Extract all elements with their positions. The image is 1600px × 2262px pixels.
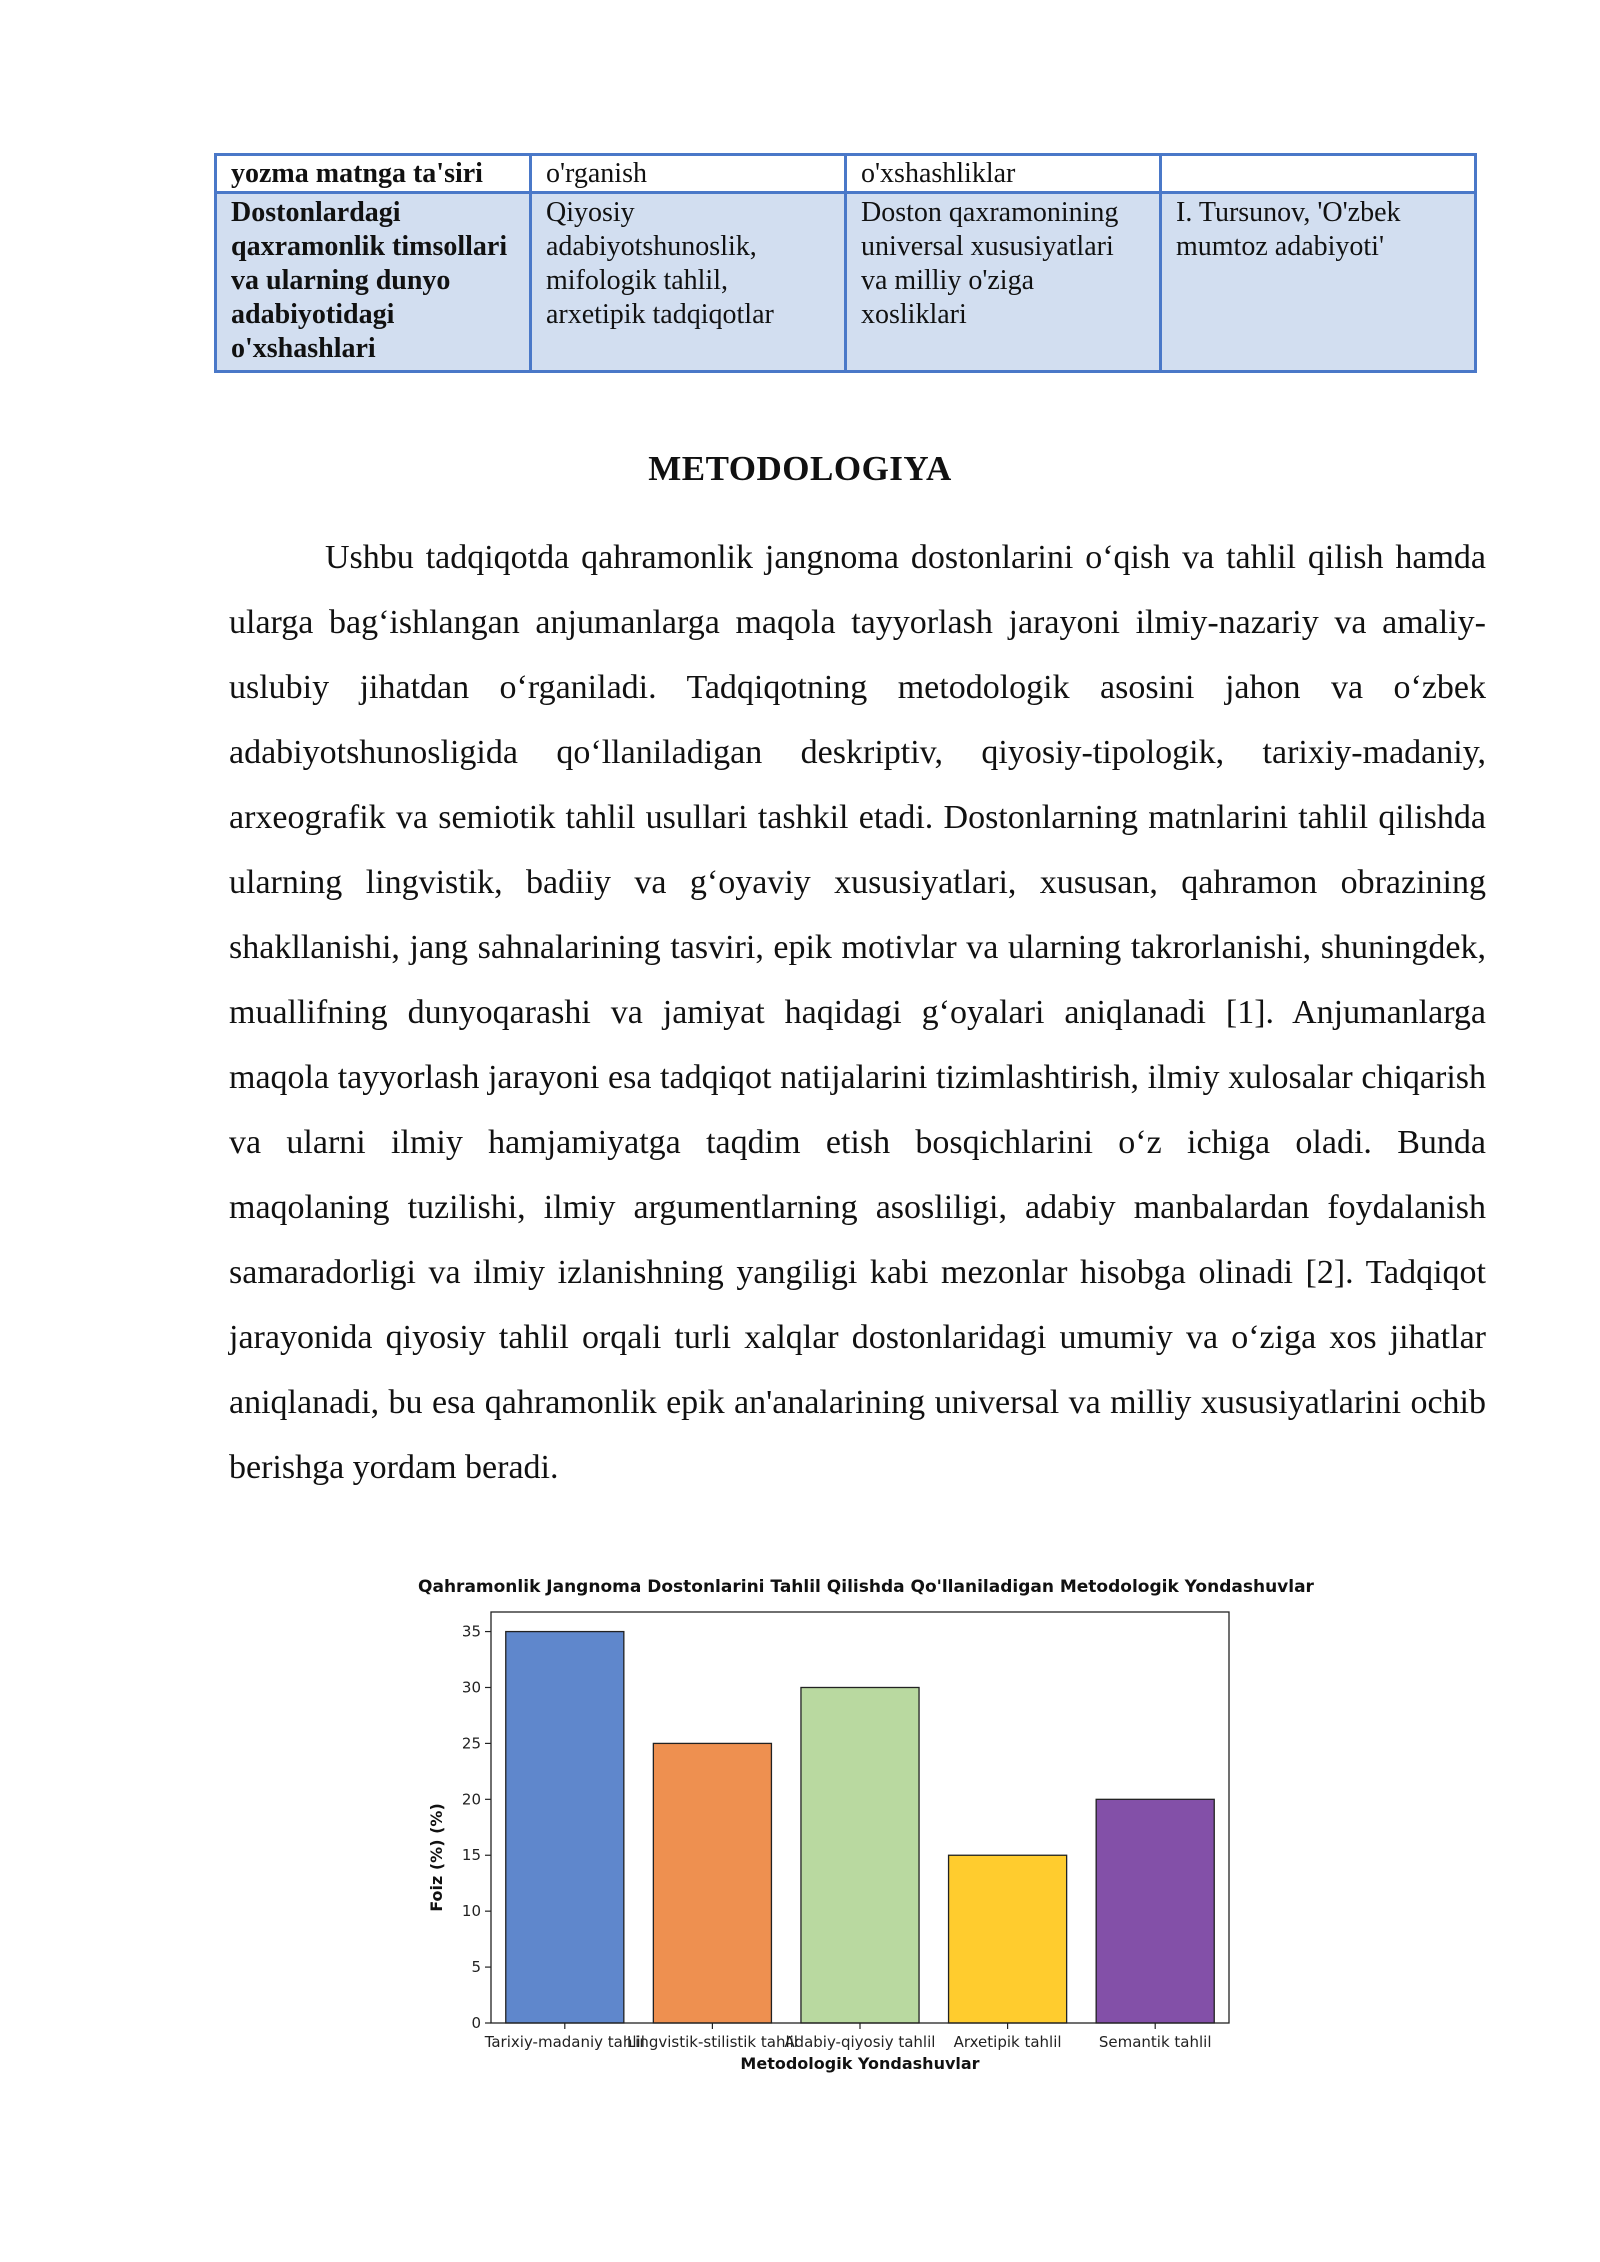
table-row — [216, 193, 1476, 372]
table-row — [216, 155, 1476, 193]
table-cell: yozma matnga ta'siri — [216, 155, 531, 193]
y-axis-label: Foiz (%) (%) — [427, 1803, 446, 1912]
table-cell: Dostonlardagi qaxramonlik timsollari va ularning dunyo adabiyotidagi o'xshashlari — [216, 193, 531, 372]
x-tick-label: Semantik tahlil — [1098, 2033, 1212, 2051]
y-tick-label: 25 — [461, 1734, 481, 1753]
x-axis-label: Metodologik Yondashuvlar — [740, 2054, 980, 2073]
y-tick-label: 20 — [461, 1790, 481, 1809]
bar — [506, 1632, 624, 2023]
body-paragraph: Ushbu tadqiqotda qahramonlik jangnoma dostonlarini o‘qish va tahlil qilish hamda ularga bag‘ishlangan anjumanlarga maqola tayyorlash jarayoni ilmiy-nazariy va amaliy-uslubiy jihatdan o‘rganiladi. Tadqiqotning metodologik asosini jahon va o‘zbek adabiyotshunosligida qo‘llaniladigan deskriptiv, qiyosiy-tipologik, tarixiy-madaniy, arxeografik va semiotik tahlil usullari tashkil etadi. Dostonlarning matnlarini tahlil qilishda ularning lingvistik, badiiy va g‘oyaviy xususiyatlari, xususan, qahramon obrazining shakllanishi, jang sahnalarining tasviri, epik motivlar va ularning takrorlanishi, shuningdek, muallifning dunyoqarashi va jamiyat haqidagi g‘oyalari aniqlanadi [1]. Anjumanlarga maqola tayyorlash jarayoni esa tadqiqot natijalarini tizimlashtirish, ilmiy xulosalar chiqarish va ularni ilmiy hamjamiyatga taqdim etish bosqichlarini o‘z ichiga oladi. Bunda maqolaning tuzilishi, ilmiy argumentlarning asosliligi, adabiy manbalardan foydalanish samaradorligi va ilmiy izlanishning yangiligi kabi mezonlar hisobga olinadi [2]. Tadqiqot jarayonida qiyosiy tahlil orqali turli xalqlar dostonlaridagi umumiy va o‘ziga xos jihatlar aniqlanadi, bu esa qahramonlik epik an'analarining universal va milliy xususiyatlarini ochib berishga yordam beradi. — [229, 539, 1486, 1486]
table-cell: I. Tursunov, 'O'zbek mumtoz adabiyoti' — [1161, 193, 1476, 372]
table-cell: o'rganish — [531, 155, 846, 193]
y-tick-label: 0 — [471, 2014, 481, 2032]
table-cell: Doston qaxramonining universal xususiyatlari va milliy o'ziga xosliklari — [846, 193, 1161, 372]
y-tick-label: 35 — [461, 1622, 481, 1641]
table-cell — [1161, 155, 1476, 193]
bar — [801, 1687, 919, 2023]
table-cell: Qiyosiy adabiyotshunoslik, mifologik tahlil, arxetipik tadqiqotlar — [531, 193, 846, 372]
comparison-table — [214, 153, 1477, 373]
x-tick-label: Tarixiy-madaniy tahlil — [484, 2033, 645, 2051]
x-tick-label: Adabiy-qiyosiy tahlil — [784, 2033, 936, 2051]
x-tick-label: Lingvistik-stilistik tahlil — [626, 2033, 798, 2051]
y-tick-label: 5 — [471, 1958, 481, 1977]
bar — [1096, 1799, 1214, 2023]
bar — [653, 1743, 771, 2023]
bar-chart — [370, 1568, 1350, 2088]
chart-title: Qahramonlik Jangnoma Dostonlarini Tahlil Qilishda Qo'llaniladigan Metodologik Yondashuvlar — [418, 1577, 1314, 1597]
y-tick-label: 30 — [461, 1678, 481, 1697]
table-cell: o'xshashliklar — [846, 155, 1161, 193]
y-tick-label: 15 — [461, 1846, 481, 1865]
y-tick-label: 10 — [461, 1902, 481, 1921]
bar — [949, 1855, 1067, 2023]
x-tick-label: Arxetipik tahlil — [953, 2033, 1062, 2051]
section-heading: METODOLOGIYA — [648, 449, 952, 488]
